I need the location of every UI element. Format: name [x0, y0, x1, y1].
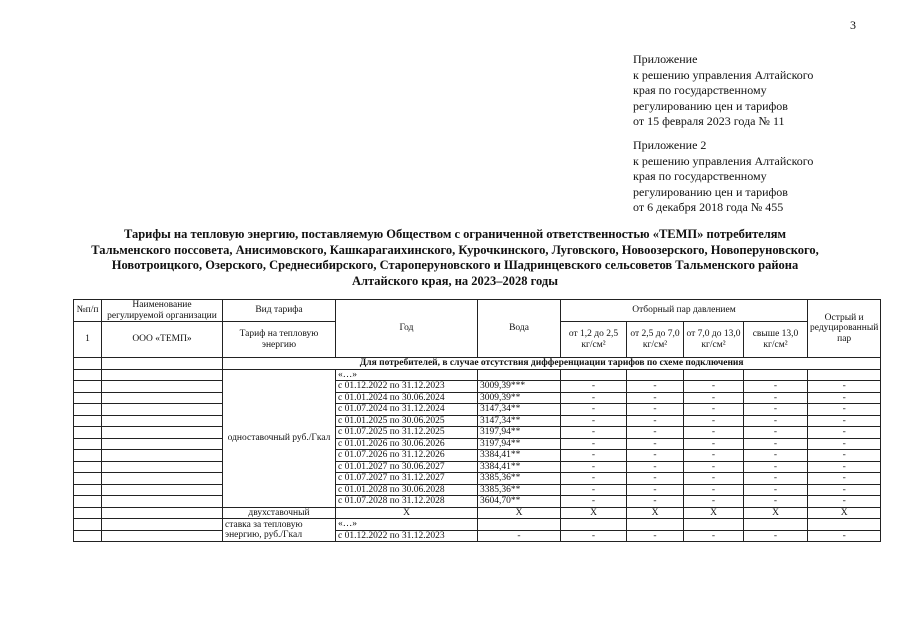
empty-cell — [74, 473, 102, 485]
value-cell: - — [744, 381, 808, 393]
empty-cell — [74, 461, 102, 473]
value-cell: - — [744, 484, 808, 496]
empty-cell — [478, 369, 561, 381]
period-cell: с 01.01.2028 по 30.06.2028 — [336, 484, 478, 496]
empty-cell — [808, 519, 881, 531]
value-cell: - — [684, 404, 744, 416]
empty-cell — [74, 530, 102, 542]
appendix-line: регулированию цен и тарифов — [633, 184, 788, 199]
appendix-line: к решению управления Алтайского — [633, 67, 814, 82]
value-cell: - — [684, 484, 744, 496]
value-cell: - — [561, 473, 627, 485]
empty-cell — [102, 507, 223, 519]
tariff-table-body — [74, 300, 881, 542]
title-line: Алтайского края, на 2023–2028 годы — [351, 273, 559, 288]
value-cell: - — [684, 392, 744, 404]
water-cell: 3009,39*** — [478, 381, 561, 393]
value-cell: X — [561, 507, 627, 519]
value-cell: - — [561, 450, 627, 462]
value-cell: - — [744, 415, 808, 427]
empty-cell — [74, 496, 102, 508]
value-cell: X — [808, 507, 881, 519]
empty-cell — [102, 473, 223, 485]
period-cell: с 01.12.2022 по 31.12.2023 — [336, 530, 478, 542]
water-cell: 3384,41** — [478, 461, 561, 473]
empty-cell — [744, 369, 808, 381]
table-row — [74, 392, 881, 404]
appendix-line: регулированию цен и тарифов — [633, 98, 788, 113]
value-cell: X — [744, 507, 808, 519]
water-cell: 3604,70** — [478, 496, 561, 508]
document-title — [60, 227, 850, 289]
empty-cell — [102, 519, 223, 531]
period-cell: с 01.07.2028 по 31.12.2028 — [336, 496, 478, 508]
empty-cell — [102, 392, 223, 404]
section-row — [74, 358, 881, 370]
value-cell: - — [744, 530, 808, 542]
period-cell: с 01.01.2027 по 30.06.2027 — [336, 461, 478, 473]
water-cell: 3147,34** — [478, 404, 561, 416]
appendix-note-2 — [633, 138, 813, 216]
empty-cell — [74, 358, 102, 370]
header-steam-3: от 7,0 до 13,0 кг/см² — [684, 322, 744, 358]
value-cell: - — [561, 415, 627, 427]
value-cell: - — [744, 450, 808, 462]
header-steam-1: от 1,2 до 2,5 кг/см² — [561, 322, 627, 358]
energy-rate-row — [74, 530, 881, 542]
value-cell: - — [561, 381, 627, 393]
empty-cell — [102, 369, 223, 381]
title-line: Тарифы на тепловую энергию, поставляемую Обществом с ограниченной ответственностью «ТЕМП» потребителям — [123, 227, 787, 241]
empty-cell — [74, 392, 102, 404]
empty-cell — [74, 404, 102, 416]
value-cell: - — [744, 392, 808, 404]
water-cell: 3147,34** — [478, 415, 561, 427]
appendix-line: Приложение 2 — [633, 138, 707, 152]
value-cell: - — [808, 496, 881, 508]
empty-cell — [102, 461, 223, 473]
value-cell: - — [808, 438, 881, 450]
appendix-note-1 — [633, 52, 813, 130]
empty-cell — [102, 358, 223, 370]
table-row — [74, 461, 881, 473]
table-row — [74, 496, 881, 508]
header-steam: Отборный пар давлением — [561, 300, 808, 322]
value-cell: - — [561, 496, 627, 508]
empty-cell — [627, 369, 684, 381]
appendix-line: Приложение — [633, 52, 698, 66]
two-rate-row — [74, 507, 881, 519]
first-row-org: ООО «ТЕМП» — [102, 322, 223, 358]
table-row — [74, 473, 881, 485]
table-row — [74, 404, 881, 416]
value-cell: - — [561, 404, 627, 416]
empty-cell — [102, 496, 223, 508]
first-row-tariff-kind: Тариф на тепловую энергию — [223, 322, 336, 358]
table-row — [74, 369, 881, 381]
value-cell: - — [627, 530, 684, 542]
appendix-line: к решению управления Алтайского — [633, 153, 814, 168]
empty-cell — [74, 519, 102, 531]
value-cell: - — [561, 427, 627, 439]
value-cell: - — [808, 404, 881, 416]
two-rate-label: двухставочный — [223, 507, 336, 519]
energy-rate-label: ставка за тепловую энергию, руб./Гкал — [223, 519, 336, 542]
period-cell: с 01.07.2024 по 31.12.2024 — [336, 404, 478, 416]
empty-cell — [627, 519, 684, 531]
value-cell: X — [336, 507, 478, 519]
header-year: Год — [336, 300, 478, 358]
tariff-table — [73, 299, 881, 542]
water-cell: 3384,41** — [478, 450, 561, 462]
appendix-line: от 6 декабря 2018 года № 455 — [633, 200, 784, 214]
table-row — [74, 381, 881, 393]
empty-cell — [102, 427, 223, 439]
value-cell: - — [744, 427, 808, 439]
value-cell: - — [744, 404, 808, 416]
value-cell: - — [627, 438, 684, 450]
value-cell: - — [478, 530, 561, 542]
value-cell: - — [561, 484, 627, 496]
value-cell: - — [808, 473, 881, 485]
empty-cell — [74, 450, 102, 462]
period-cell: с 01.07.2027 по 31.12.2027 — [336, 473, 478, 485]
table-row — [74, 415, 881, 427]
value-cell: - — [627, 473, 684, 485]
header-steam-4: свыше 13,0 кг/см² — [744, 322, 808, 358]
value-cell: - — [808, 381, 881, 393]
value-cell: X — [627, 507, 684, 519]
water-cell: 3385,36** — [478, 473, 561, 485]
water-cell: 3385,36** — [478, 484, 561, 496]
value-cell: - — [627, 450, 684, 462]
empty-cell — [561, 519, 627, 531]
empty-cell — [808, 369, 881, 381]
value-cell: - — [627, 427, 684, 439]
empty-cell — [478, 519, 561, 531]
empty-cell — [74, 438, 102, 450]
period-cell: с 01.07.2026 по 31.12.2026 — [336, 450, 478, 462]
empty-cell — [102, 404, 223, 416]
value-cell: - — [744, 473, 808, 485]
value-cell: - — [808, 392, 881, 404]
empty-cell — [684, 519, 744, 531]
value-cell: - — [684, 427, 744, 439]
value-cell: - — [684, 473, 744, 485]
period-cell: с 01.07.2025 по 31.12.2025 — [336, 427, 478, 439]
value-cell: X — [478, 507, 561, 519]
appendix-line: края по государственному — [633, 83, 767, 97]
value-cell: - — [561, 461, 627, 473]
empty-cell — [561, 369, 627, 381]
empty-cell — [74, 381, 102, 393]
value-cell: - — [684, 450, 744, 462]
period-cell: с 01.12.2022 по 31.12.2023 — [336, 381, 478, 393]
title-line: Новотроицкого, Озерского, Среднесибирского, Староперуновского и Шадринцевского сельсоветов Тальменского района — [111, 258, 799, 272]
section-title: Для потребителей, в случае отсутствия дифференциации тарифов по схеме подключения — [223, 358, 881, 370]
page-number: 3 — [850, 18, 856, 32]
empty-cell — [102, 484, 223, 496]
period-cell: с 01.01.2024 по 30.06.2024 — [336, 392, 478, 404]
header-tariff-kind: Вид тарифа — [223, 300, 336, 322]
appendix-line: края по государственному — [633, 169, 767, 183]
header-org: Наименование регулируемой организации — [102, 300, 223, 322]
value-cell: - — [627, 415, 684, 427]
energy-rate-row — [74, 519, 881, 531]
value-cell: - — [808, 415, 881, 427]
water-cell: 3197,94** — [478, 427, 561, 439]
value-cell: - — [744, 461, 808, 473]
empty-cell — [102, 415, 223, 427]
value-cell: - — [684, 530, 744, 542]
value-cell: - — [684, 415, 744, 427]
value-cell: - — [627, 461, 684, 473]
title-line: Тальменского поссовета, Анисимовского, Кашкарагаихинского, Курочкинского, Луговского, Новоозерского, Новоперуновского, — [91, 242, 819, 257]
value-cell: - — [808, 530, 881, 542]
value-cell: - — [808, 450, 881, 462]
empty-cell — [102, 381, 223, 393]
value-cell: - — [808, 461, 881, 473]
empty-cell — [102, 438, 223, 450]
value-cell: - — [561, 530, 627, 542]
value-cell: - — [808, 427, 881, 439]
period-cell: с 01.01.2025 по 30.06.2025 — [336, 415, 478, 427]
period-cell: с 01.01.2026 по 30.06.2026 — [336, 438, 478, 450]
value-cell: X — [684, 507, 744, 519]
empty-cell — [102, 530, 223, 542]
empty-cell — [74, 369, 102, 381]
value-cell: - — [627, 496, 684, 508]
value-cell: - — [561, 438, 627, 450]
water-cell: 3009,39** — [478, 392, 561, 404]
value-cell: - — [808, 484, 881, 496]
value-cell: - — [627, 381, 684, 393]
first-row-num: 1 — [74, 322, 102, 358]
ellipsis-cell: «…» — [336, 519, 478, 531]
table-row — [74, 450, 881, 462]
appendix-line: от 15 февраля 2023 года № 11 — [633, 114, 785, 128]
header-water: Вода — [478, 300, 561, 358]
value-cell: - — [627, 404, 684, 416]
header-row — [74, 300, 881, 322]
single-rate-label: одноставочный руб./Гкал — [223, 369, 336, 507]
value-cell: - — [627, 484, 684, 496]
empty-cell — [74, 507, 102, 519]
table-row — [74, 427, 881, 439]
ellipsis-cell: «…» — [336, 369, 478, 381]
header-sharp-steam: Острый и редуцированный пар — [808, 300, 881, 358]
table-row — [74, 438, 881, 450]
empty-cell — [102, 450, 223, 462]
value-cell: - — [684, 461, 744, 473]
header-steam-2: от 2,5 до 7,0 кг/см² — [627, 322, 684, 358]
empty-cell — [744, 519, 808, 531]
empty-cell — [74, 484, 102, 496]
value-cell: - — [684, 496, 744, 508]
water-cell: 3197,94** — [478, 438, 561, 450]
empty-cell — [74, 427, 102, 439]
value-cell: - — [684, 381, 744, 393]
value-cell: - — [684, 438, 744, 450]
value-cell: - — [744, 496, 808, 508]
empty-cell — [74, 415, 102, 427]
header-num: №п/п — [74, 300, 102, 322]
value-cell: - — [627, 392, 684, 404]
empty-cell — [684, 369, 744, 381]
value-cell: - — [744, 438, 808, 450]
table-row — [74, 484, 881, 496]
value-cell: - — [561, 392, 627, 404]
